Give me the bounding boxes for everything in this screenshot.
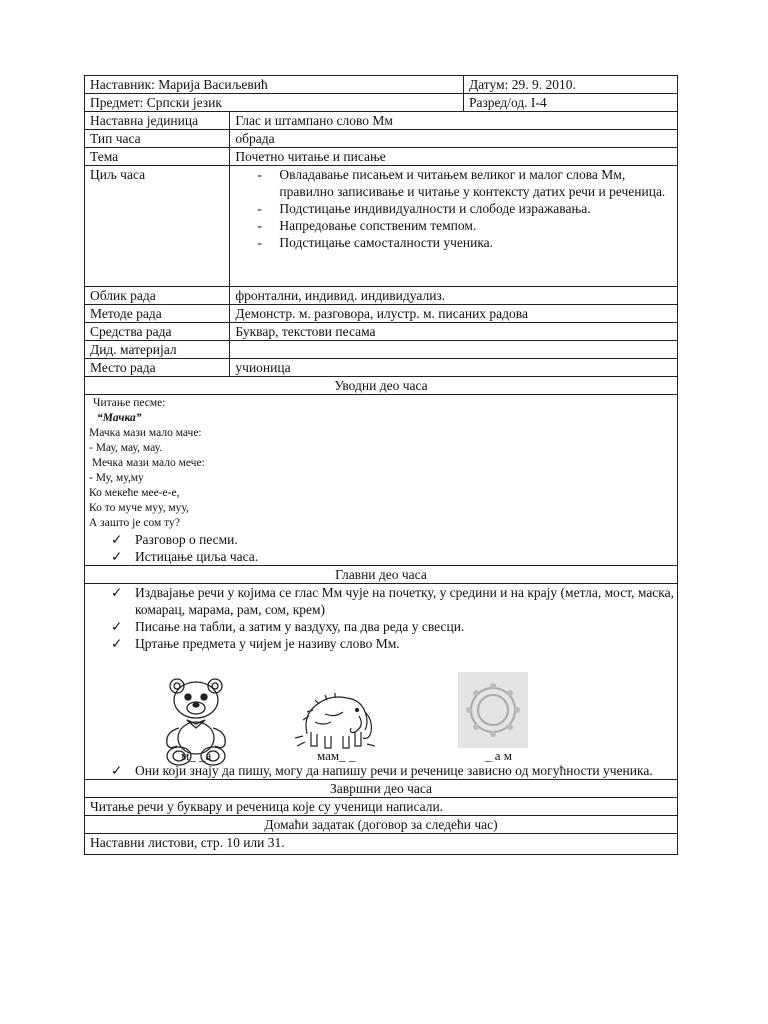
topic-label: Тема xyxy=(85,148,230,166)
check-item: ✓ Издвајање речи у којима се глас Мм чује на почетку, у средини и на крају (метла, мост, маска, комарац, марама, рам, сом, крем) xyxy=(111,585,675,617)
form-row xyxy=(85,287,678,305)
type-value: обрада xyxy=(230,130,678,148)
goal-value xyxy=(230,166,678,287)
grade-cell: Разред/од. I-4 xyxy=(463,94,677,112)
methods-row xyxy=(85,305,678,323)
poem-title: “Мачка” xyxy=(97,412,142,424)
unit-label: Наставна јединица xyxy=(85,112,230,130)
methods-label: Методе рада xyxy=(85,305,230,323)
means-value: Буквар, текстови песама xyxy=(230,323,678,341)
lesson-plan xyxy=(84,75,678,855)
poem-line: Мечка мази мало мече: xyxy=(89,457,205,469)
goal-item: - Подстицање самосталности ученика. xyxy=(257,234,672,251)
poem-line: Мачка мази мало маче: xyxy=(89,427,202,439)
final-heading-row xyxy=(85,780,678,798)
poem-line: А зашто је сом ту? xyxy=(89,517,180,529)
checkmark-icon: ✓ xyxy=(111,532,123,547)
material-value xyxy=(230,341,678,359)
intro-heading: Уводни део часа xyxy=(85,377,678,395)
type-label: Тип часа xyxy=(85,130,230,148)
final-text: Читање речи у буквару и реченица које су ученици написали. xyxy=(85,798,678,816)
teacher-cell: Наставник: Марија Васиљевић xyxy=(85,76,464,94)
lesson-plan-table xyxy=(84,75,678,855)
subject-cell: Предмет: Српски језик xyxy=(85,94,464,112)
type-row xyxy=(85,130,678,148)
goal-item: - Овладавање писањем и читањем великог и малог слова Мм, правилно записивање и читање у контексту датих речи и реченица. xyxy=(257,166,672,200)
check-item: ✓ Истицање циља часа. xyxy=(111,549,259,564)
goal-list xyxy=(235,166,672,251)
checkmark-icon: ✓ xyxy=(111,636,123,651)
final-heading: Завршни део часа xyxy=(85,780,678,798)
topic-value: Почетно читање и писање xyxy=(230,148,678,166)
main-content-row xyxy=(85,584,678,780)
poem-line: - Мау, мау, мау. xyxy=(89,442,163,454)
checkmark-icon: ✓ xyxy=(111,763,123,778)
main-heading-row xyxy=(85,566,678,584)
intro-content-row xyxy=(85,395,678,566)
picture-row xyxy=(85,652,677,762)
checkmark-icon: ✓ xyxy=(111,619,123,634)
topic-row xyxy=(85,148,678,166)
means-label: Средства рада xyxy=(85,323,230,341)
main-checklist-final xyxy=(85,762,677,779)
intro-heading-row xyxy=(85,377,678,395)
poem-line: - Му, му,му xyxy=(89,472,144,484)
date-cell: Датум: 29. 9. 2010. xyxy=(463,76,677,94)
poem xyxy=(85,395,677,531)
place-label: Место рада xyxy=(85,359,230,377)
homework-heading-row xyxy=(85,816,678,834)
material-row xyxy=(85,341,678,359)
check-item: ✓ Цртање предмета у чијем је називу слово Мм. xyxy=(111,636,400,651)
goal-item: - Подстицање индивидуалности и слободе изражавања. xyxy=(257,200,672,217)
check-item: ✓ Они који знају да пишу, могу да напишу речи и реченице зависно од могућности ученика. xyxy=(111,763,653,778)
poem-intro: Читање песме: xyxy=(93,397,166,409)
form-value: фронтални, индивид. индивидуализ. xyxy=(230,287,678,305)
unit-row xyxy=(85,112,678,130)
methods-value: Демонстр. м. разговора, илустр. м. писаних радова xyxy=(230,305,678,323)
place-row xyxy=(85,359,678,377)
checkmark-icon: ✓ xyxy=(111,585,123,600)
header-row-2 xyxy=(85,94,678,112)
place-value: учионица xyxy=(230,359,678,377)
homework-heading: Домаћи задатак (договор за следећи час) xyxy=(85,816,678,834)
intro-checklist xyxy=(85,531,677,565)
check-item: ✓ Разговор о песми. xyxy=(111,532,238,547)
main-content xyxy=(85,584,678,780)
goal-item: - Напредовање сопственим темпом. xyxy=(257,217,672,234)
header-row-1 xyxy=(85,76,678,94)
picture-label: мам_ _ xyxy=(317,748,356,763)
homework-text: Наставни листови, стр. 10 или 31. xyxy=(85,834,678,855)
means-row xyxy=(85,323,678,341)
poem-line: Ко мекеће мее-е-е, xyxy=(89,487,180,499)
check-item: ✓ Писање на табли, а затим у ваздуху, па два реда у свесци. xyxy=(111,619,465,634)
picture-label: м_ _а xyxy=(181,748,212,763)
checkmark-icon: ✓ xyxy=(111,549,123,564)
intro-content xyxy=(85,395,678,566)
poem-line: Ко то муче муу, муу, xyxy=(89,502,189,514)
main-heading: Главни део часа xyxy=(85,566,678,584)
form-label: Облик рада xyxy=(85,287,230,305)
goal-label: Циљ часа xyxy=(85,166,230,287)
picture-label: _ а м xyxy=(485,748,512,763)
final-content-row xyxy=(85,798,678,816)
main-checklist xyxy=(85,584,677,652)
homework-content-row xyxy=(85,834,678,855)
unit-value: Глас и штампано слово Мм xyxy=(230,112,678,130)
frame-icon xyxy=(458,672,528,752)
mammoth-icon xyxy=(295,686,375,754)
material-label: Дид. материјал xyxy=(85,341,230,359)
goal-row xyxy=(85,166,678,287)
